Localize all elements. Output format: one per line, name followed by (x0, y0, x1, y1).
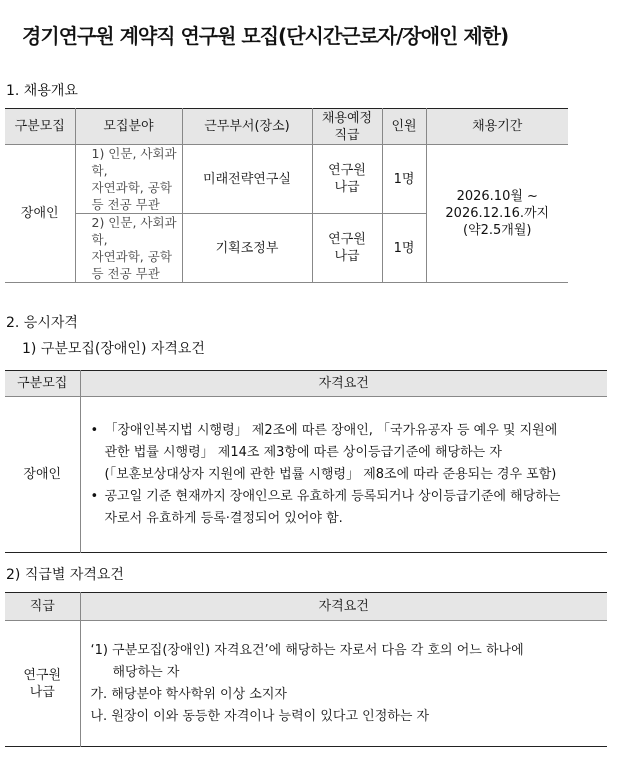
bullet-item: • 「장애인복지법 시행령」 제2조에 따른 장애인, 「국가유공자 등 예우 및 지원에 (91, 420, 602, 442)
header-requirements: 자격요건 (80, 371, 607, 397)
header-period: 채용기간 (426, 109, 568, 145)
requirement-line: 나. 원장이 이와 동등한 자격이나 능력이 있다고 인정하는 자 (90, 708, 430, 724)
bullet-icon: • (90, 488, 99, 504)
table-header-row (5, 109, 568, 145)
category-cell: 장애인 (5, 145, 75, 283)
bullet-text-line: 관한 법률 시행령」 제14조 제3항에 따른 상이등급기준에 해당하는 자 (104, 444, 502, 460)
eligibility-table (5, 370, 607, 553)
requirement-line: ‘1) 구분모집(장애인) 자격요건’에 해당하는 자로서 다음 각 호의 어느 하나에 (90, 642, 524, 658)
period-cell: 2026.10월 ~ 2026.12.16.까지 (약2.5개월) (426, 145, 568, 283)
rank-cell: 연구원 나급 (312, 145, 382, 214)
header-field: 모집분야 (75, 109, 182, 145)
table-header-row (5, 371, 607, 397)
table-header-row (5, 593, 607, 621)
field-cell: 2) 인문, 사회과학, 자연과학, 공학 등 전공 무관 (75, 214, 182, 283)
count-cell: 1명 (382, 145, 426, 214)
header-rank: 채용예정 직급 (312, 109, 382, 145)
table-row (5, 397, 607, 553)
subsection-heading-rank: 2) 직급별 자격요건 (6, 567, 124, 583)
field-cell: 1) 인문, 사회과학, 자연과학, 공학 등 전공 무관 (75, 145, 182, 214)
recruitment-overview-table (5, 108, 568, 283)
category-cell: 장애인 (23, 467, 62, 482)
rank-requirements-table (5, 592, 607, 747)
section-heading-eligibility: 2. 응시자격 (6, 315, 78, 331)
rank-cell: 연구원 나급 (23, 667, 62, 700)
header-requirements: 자격요건 (80, 593, 607, 621)
department-cell: 미래전략연구실 (182, 145, 312, 214)
requirements-cell (80, 397, 607, 553)
header-category: 구분모집 (5, 109, 75, 145)
bullet-text-line: 자로서 유효하게 등록·결정되어 있어야 함. (104, 510, 343, 526)
section-heading-overview: 1. 채용개요 (6, 83, 78, 99)
page-title: 경기연구원 계약직 연구원 모집(단시간근로자/장애인 제한) (22, 24, 509, 48)
rank-cell: 연구원 나급 (312, 214, 382, 283)
bullet-icon: • (90, 422, 99, 438)
header-count: 인원 (382, 109, 426, 145)
table-row (5, 621, 607, 747)
bullet-text-line: (「보훈보상대상자 지원에 관한 법률 시행령」 제8조에 따라 준용되는 경우 포함) (104, 466, 557, 482)
header-department: 근무부서(장소) (182, 109, 312, 145)
requirement-line: 가. 해당분야 학사학위 이상 소지자 (90, 686, 287, 702)
subsection-heading-disability: 1) 구분모집(장애인) 자격요건 (22, 341, 205, 357)
table-row (5, 145, 568, 214)
requirement-line: 해당하는 자 (112, 664, 180, 680)
requirements-cell (80, 621, 607, 747)
header-rank: 직급 (5, 593, 80, 621)
count-cell: 1명 (382, 214, 426, 283)
department-cell: 기획조정부 (182, 214, 312, 283)
header-category: 구분모집 (5, 371, 80, 397)
bullet-item: • 공고일 기준 현재까지 장애인으로 유효하게 등록되거나 상이등급기준에 해당하는 (91, 486, 602, 508)
